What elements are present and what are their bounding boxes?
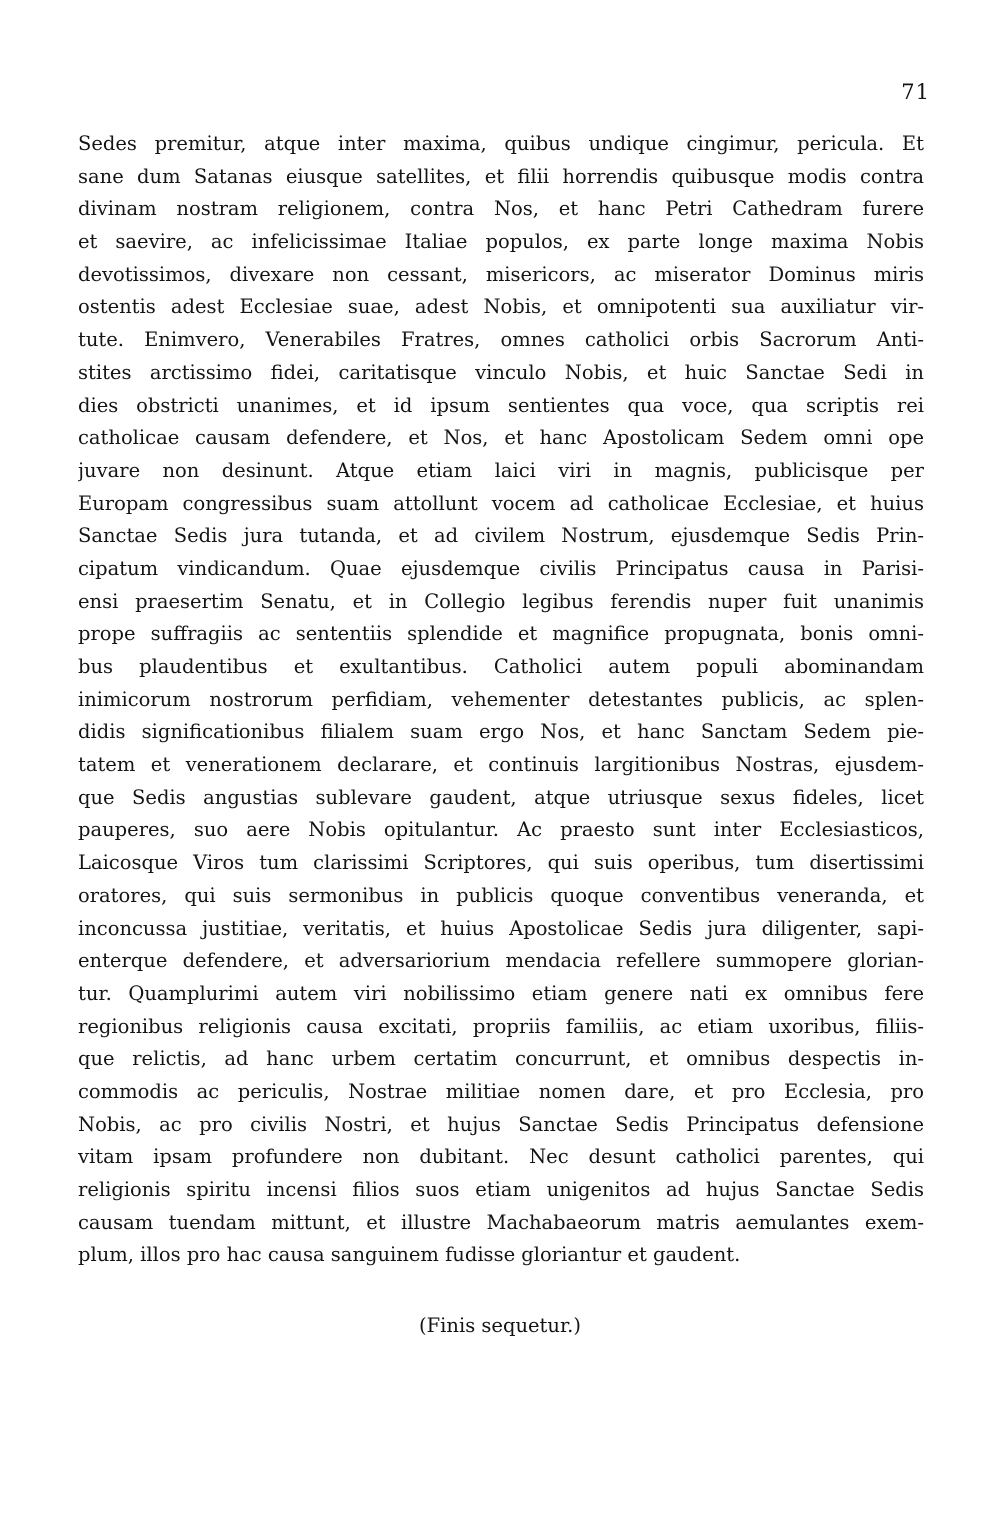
- text-line: devotissimos, divexare non cessant, misericors, ac miserator Dominus miris: [78, 262, 924, 286]
- text-line: ensi praesertim Senatu, et in Collegio legibus ferendis nuper fuit unanimis: [78, 589, 924, 613]
- text-line: oratores, qui suis sermonibus in publicis quoque conventibus veneranda, et: [78, 883, 924, 907]
- text-line: tatem et venerationem declarare, et continuis largitionibus Nostras, ejusdem-: [78, 753, 924, 777]
- text-line: prope suffragiis ac sententiis splendide et magnifice propugnata, bonis omni-: [78, 622, 924, 646]
- text-line: religionis spiritu incensi filios suos etiam unigenitos ad hujus Sanctae Sedis: [78, 1178, 924, 1201]
- text-line: stites arctissimo fidei, caritatisque vinculo Nobis, et huic Sanctae Sedi in: [78, 360, 924, 384]
- text-line: divinam nostram religionem, contra Nos, et hanc Petri Cathedram furere: [78, 197, 924, 221]
- text-line: sane dum Satanas eiusque satellites, et filii horrendis quibusque modis contra: [78, 164, 924, 188]
- closing-note: (Finis sequetur.): [419, 1314, 581, 1337]
- text-line: juvare non desinunt. Atque etiam laici viri in magnis, publicisque per: [78, 458, 924, 482]
- text-line: inimicorum nostrorum perfidiam, vehementer detestantes publicis, ac splen-: [78, 687, 924, 711]
- text-line: pauperes, suo aere Nobis opitulantur. Ac praesto sunt inter Ecclesiasticos,: [78, 818, 924, 842]
- text-line: ostentis adest Ecclesiae suae, adest Nobis, et omnipotenti sua auxiliatur vir-: [78, 295, 924, 319]
- text-line: Europam congressibus suam attollunt vocem ad catholicae Ecclesiae, et huius: [78, 491, 924, 515]
- page-number: 71: [901, 80, 930, 104]
- text-line: que relictis, ad hanc urbem certatim concurrunt, et omnibus despectis in-: [78, 1047, 924, 1071]
- text-line: causam tuendam mittunt, et illustre Machabaeorum matris aemulantes exem-: [78, 1210, 924, 1234]
- text-line: didis significationibus filialem suam ergo Nos, et hanc Sanctam Sedem pie-: [78, 720, 924, 744]
- text-line: catholicae causam defendere, et Nos, et hanc Apostolicam Sedem omni ope: [78, 426, 924, 450]
- text-line: cipatum vindicandum. Quae ejusdemque civilis Principatus causa in Parisi-: [78, 556, 924, 580]
- text-line: commodis ac periculis, Nostrae militiae nomen dare, et pro Ecclesia, pro: [78, 1079, 924, 1103]
- text-line: Nobis, ac pro civilis Nostri, et hujus Sanctae Sedis Principatus defensione: [78, 1112, 924, 1136]
- text-line: bus plaudentibus et exultantibus. Catholici autem populi abominandam: [78, 655, 924, 678]
- text-line: enterque defendere, et adversariorium mendacia refellere summopere glorian-: [78, 949, 924, 973]
- text-line: Sedes premitur, atque inter maxima, quibus undique cingimur, pericula. Et: [78, 132, 924, 155]
- text-line: tur. Quamplurimi autem viri nobilissimo etiam genere nati ex omnibus fere: [78, 981, 924, 1005]
- text-line: Sanctae Sedis jura tutanda, et ad civilem Nostrum, ejusdemque Sedis Prin-: [78, 524, 924, 548]
- text-line: dies obstricti unanimes, et id ipsum sentientes qua voce, qua scriptis rei: [78, 393, 924, 417]
- text-line: Laicosque Viros tum clarissimi Scriptores, qui suis operibus, tum disertissimi: [78, 851, 924, 875]
- text-line: tute. Enimvero, Venerabiles Fratres, omnes catholici orbis Sacrorum Anti-: [78, 328, 924, 352]
- text-line-last: plum, illos pro hac causa sanguinem fudisse gloriantur et gaudent.: [78, 1243, 741, 1267]
- text-line: et saevire, ac infelicissimae Italiae populos, ex parte longe maxima Nobis: [78, 230, 924, 254]
- body-text: [78, 128, 924, 1272]
- text-line: regionibus religionis causa excitati, propriis familiis, ac etiam uxoribus, filiis-: [78, 1014, 924, 1038]
- text-line: vitam ipsam profundere non dubitant. Nec desunt catholici parentes, qui: [78, 1145, 924, 1169]
- text-line: que Sedis angustias sublevare gaudent, atque utriusque sexus fideles, licet: [78, 785, 924, 809]
- text-line: inconcussa justitiae, veritatis, et huius Apostolicae Sedis jura diligenter, sapi-: [78, 916, 924, 940]
